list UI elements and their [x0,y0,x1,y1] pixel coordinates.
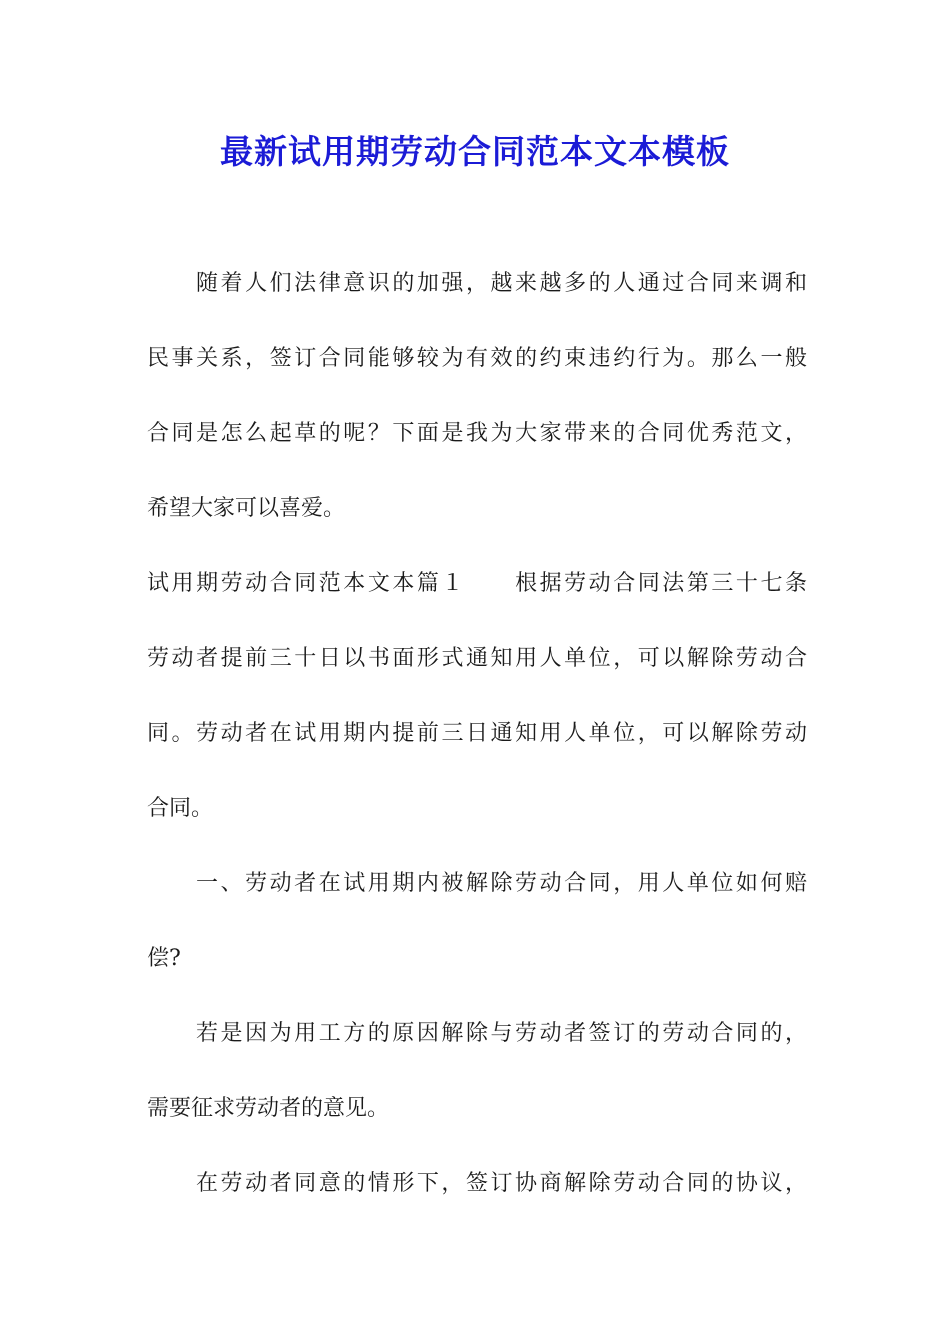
paragraph-line: 合同。 [147,796,214,821]
paragraph-line: 民事关系，签订合同能够较为有效的约束违约行为。那么一般 [147,346,807,371]
paragraph-line: 需要征求劳动者的意见。 [147,1096,390,1121]
paragraph-line: 劳动者提前三十日以书面形式通知用人单位，可以解除劳动合 [147,646,807,671]
paragraph-line: 同。劳动者在试用期内提前三日通知用人单位，可以解除劳动 [147,721,807,746]
paragraph-line: 若是因为用工方的原因解除与劳动者签订的劳动合同的， [196,1021,807,1046]
paragraph-line: 随着人们法律意识的加强，越来越多的人通过合同来调和 [196,271,807,296]
document-title: 最新试用期劳动合同范本文本模板 [220,132,730,171]
paragraph-line: 试用期劳动合同范本文本篇１ 根据劳动合同法第三十七条 [147,571,807,596]
paragraph-line: 在劳动者同意的情形下，签订协商解除劳动合同的协议， [196,1171,807,1196]
paragraph-line: 合同是怎么起草的呢？下面是我为大家带来的合同优秀范文， [147,421,807,446]
paragraph-line: 一、劳动者在试用期内被解除劳动合同，用人单位如何赔 [196,871,807,896]
paragraph-line: 偿? [147,946,181,971]
paragraph-line: 希望大家可以喜爱。 [147,496,346,521]
